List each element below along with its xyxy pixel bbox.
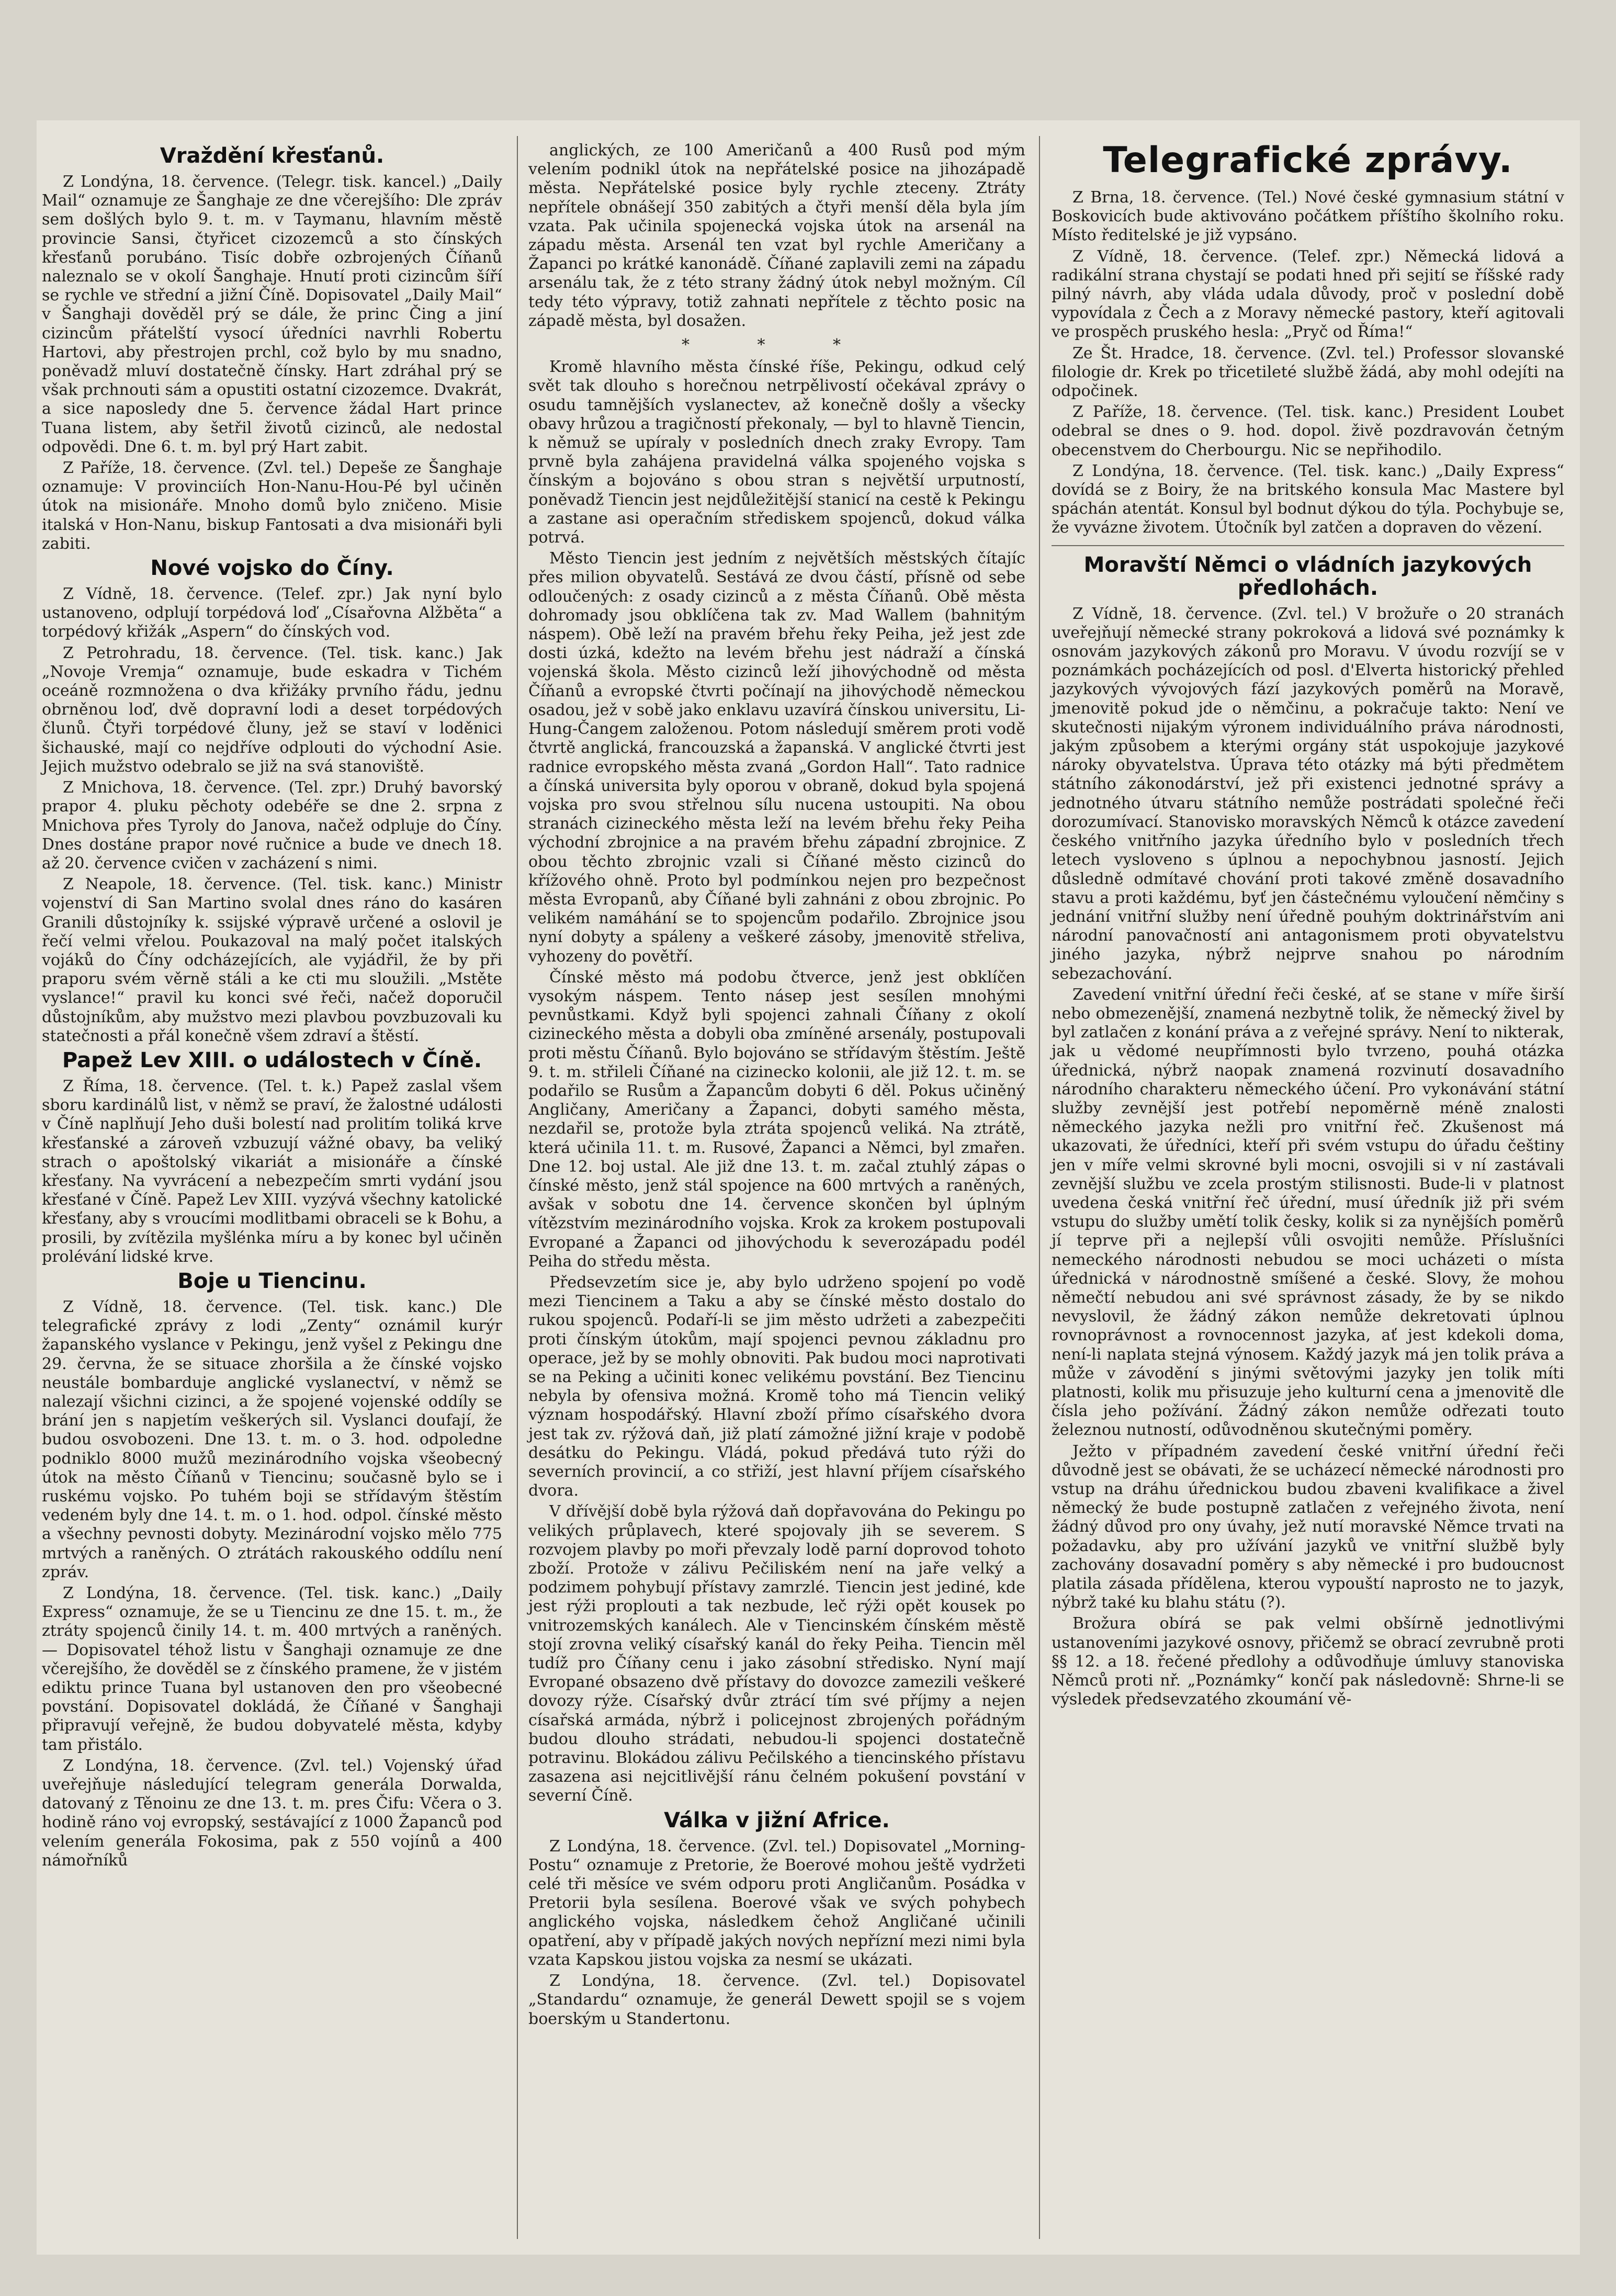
article-paragraph: Kromě hlavního města čínské říše, Pekingu, odkud celý svět tak dlouho s horečnou netrpělivostí očekával zprávy o osudu tamnějších vyslanectev, až konečně došly a všecky obavy hrůzou a tragičností překonaly, — byl to hlavně Tiencin, k němuž se upíraly v posledních dnech zraky Evropy. Tam prvně byla zahájena pravidelná válka spojeného vojska s čínským a bojováno s obou stran s největší urputností, poněvadž Tiencin jest nejdůležitější stanicí na cestě k Pekingu a zastane asi operačním střediskem spojenců, dokud válka potrvá. xyxy=(528,358,1025,547)
section-title: Telegrafické zprávy. xyxy=(1103,140,1513,181)
article-heading: Boje u Tiencinu. xyxy=(177,1269,367,1293)
column-1 xyxy=(42,141,502,1872)
article-paragraph: Z Londýna, 18. července. (Zvl. tel.) Dopisovatel „Standardu“ oznamuje, že generál Dewett spojil se s vojem boerským u Standertonu. xyxy=(528,1972,1025,2028)
article-paragraph: Z Vídně, 18. července. (Zvl. tel.) V brožuře o 20 stranách uveřejňují německé strany pokroková a lidová své poznámky k osnovám jazykových zákonů pro Moravu. V úvodu rozvíjí se v poznámkách pocházejících od posl. d'Elverta historický přehled jazykových vývojových fází jazykových poměrů na Moravě, jmenovitě pokud jde o němčinu, a pokračuje takto: Není ve skutečnosti nijakým výronem individuálního práva národnosti, jakým způsobem a kterými orgány stát uspokojuje jazykové nároky obyvatelstva. Úprava této otázky má býti předmětem státního zákonodárství, jež při existenci jednotné správy a jednotného útvaru státního nemůže postrádati společné řeči dorozumívací. Stanovisko moravských Němců k otázce zavedení českého vnitřního jazyka úředního bylo v posledních třech letech vysloveno s úplnou a nepochybnou jasností. Jejich důsledně odmítavé chování proti takové změně dosavadního stavu a proti každému, byť jen částečnému vyloučení němčiny s jednání vnitřní služby není úředně pouhým doktrinářstvím ani národní panovačností ani antagonismem proti obyvatelstvu jiného jazyka, nýbrž nejprve snahou po národním sebezachování. xyxy=(1052,604,1564,983)
article-paragraph: Z Mnichova, 18. července. (Tel. zpr.) Druhý bavorský prapor 4. pluku pěchoty odebéře se dne 2. srpna z Mnichova přes Tyroly do Janova, načež odpluje do Číny. Dnes dostáne prapor nové ručnice a bude ve dnech 18. až 20. července cvičen v zacházení s nimi. xyxy=(42,778,502,873)
article-paragraph: Ježto v případném zavedení české vnitřní úřední řeči důvodně jest se obávati, že se ucházecí německé národnosti pro vstup na dráhu úřednickou budou zbaveni kvalifikace a živel německý že bude postupně zatlačen z veřejného života, není žádný důvod pro ony úvahy, jež nutí moravské Němce trvati na požadavku, aby pro užívání jazyků ve vnitřní službě byly zachovány dosavadní poměry s aby německé i pro budoucnost platila zásada přídělena, kterou vypouští naprosto ne to jazyk, nýbrž také ku blahu státu (?). xyxy=(1052,1442,1564,1612)
article-heading: Papež Lev XIII. o událostech v Číně. xyxy=(62,1048,482,1072)
article-paragraph: Zavedení vnitřní úřední řeči české, ať se stane v míře širší nebo obmezenější, znamená nezbytně tolik, že německý živel by byl zatlačen z konání práva a z veřejné správy. Není to nikterak, jak u vědomé neupřímnosti bylo tvrzeno, pouhá otázka úřednická, nýbrž naopak znamená rozvinutí dosavadního národního charakteru německého účení. Pro vykonávání státní služby zevnější jest potřebí nepoměrně méně znalosti německého jazyka nežli pro vnitřní řeč. Zkušenost má ukazovati, že úředníci, kteří při svém vstupu do úřadu češtiny jen v míře velmi skrovné byli mocni, osvojili si v ní zastávali zevnější službu ve zcela prostým stilisnosti. Bude-li v platnost uvedena česká vnitřní řeč úřední, musí úředník již při svém vstupu do služby umětí tolik česky, kolik si za nynějších poměrů jí teprve při a nejlepší vůli osvojiti nemůže. Příslušníci nemeckého národnosti nebudou se moci ucházeti o místa úřednická v národnostně smíšené a české. Slovy, že mohou němečtí nebudou ani své správnost zásady, že by se nikdo nevyslovil, že žádný zákon nemůže dekretovati úplnou rovnoprávnost a rovnocennost jazyka, ať jest kdekoli doma, není-li naplata stejná výnosem. Každý jazyk má jen tolik práva a může v závodění s jinými světovými jazyky jen tolik míti platnosti, kolik mu přisuzuje jeho kulturní cena a jmenovitě dle čísla jeho požívání. Žádný zákon nemůže odřezati touto železnou nutností, odůvodněnou skutečnými poměry. xyxy=(1052,985,1564,1440)
column-rule xyxy=(1039,136,1040,2239)
article-paragraph: Z Petrohradu, 18. července. (Tel. tisk. kanc.) Jak „Novoje Vremja“ oznamuje, bude eskadra v Tichém oceáně rozmnožena o dva křižáky prvního řádu, jednu obrněnou loď, dvě dopravní lodi a deset torpédových člunů. Čtyři torpédové čluny, jež se staví v loděnici šichauské, mají co nejdříve odplouti do východní Asie. Jejich mužstvo odebralo se již na svá stanoviště. xyxy=(42,643,502,776)
section-divider xyxy=(1052,545,1564,546)
article-paragraph: Brožura obírá se pak velmi obšírně jednotlivými ustanoveními jazykové osnovy, přičemž se obrací zevrubně proti §§ 12. a 18. řečené předlohy a odůvodňuje úmluvy stanoviska Němců proti nř. „Poznámky“ končí pak následovně: Shrne-li se výsledek předsevzatého zkoumání vě- xyxy=(1052,1614,1564,1709)
article-paragraph: Z Vídně, 18. července. (Telef. zpr.) Jak nyní bylo ustanoveno, odplují torpédová loď „Císařovna Alžběta“ a torpédový křižák „Aspern“ do čínských vod. xyxy=(42,585,502,641)
column-rule xyxy=(517,136,518,2239)
article-paragraph: Z Vídně, 18. července. (Tel. tisk. kanc.) Dle telegrafické zprávy z lodi „Zenty“ oznámil kurýr žapanského vyslance v Pekingu, jenž vyšel z Pekingu dne 29. června, že se situace zhoršila a že čínské vojsko neustále bombarduje anglické vyslanectví, v němž se nalezají všichni cizinci, a že spojené vojenské oddíly se brání jen s napjetím veškerých sil. Vyslanci doufají, že budou osvobozeni. Dne 13. t. m. o 3. hod. odpoledne podniklo 8000 mužů mezinárodního vojska všeobecný útok na město Číňanů v Tiencinu; současně bylo se i ruskému vojsko. Po tuhém boji se střídavým štěstím vedeném byly dne 14. t. m. o 1. hod. odpol. čínské město a všechny pevnosti dobyty. Mezinárodní vojsko mělo 775 mrtvých a raněných. O ztrátách rakouského oddílu není zpráv. xyxy=(42,1297,502,1581)
article-paragraph: V dřívější době byla rýžová daň dopřavována do Pekingu po velikých průplavech, které spojovaly jih se severem. S rozvojem plavby po moři převzaly lodě parní doprovod tohoto zboží. Protože v zálivu Pečiliském není na jaře velký a podzimem pohybují přístavy zamrzlé. Tiencin jest jediné, kde jest rýži proplouti a tak nezbude, leč rýži opět kousek po vnitrozemských kanálech. Ale v Tiencinském čínském městě stojí zrovna veliký císařský kanál do řeky Peiha. Tiencin měl tudíž pro Číňany cenu i jako zásobní středisko. Nyní mají Evropané obsazeno dvě přístavy do dovozce zamezili veškeré dovozy rýže. Císařský dvůr ztrácí tím své příjmy a nejen císařská armáda, nýbrž i policejnost zbrojených pořádným budou dlouho strádati, nebudou-li spojenci dostatečně potravinu. Blokádou zálivu Pečilského a tiencinského přístavu zasazena asi nejcitlivější ránu čelném pokušení povstání v severní Číně. xyxy=(528,1502,1025,1805)
column-3 xyxy=(1052,141,1564,1711)
article-paragraph: Ze Št. Hradce, 18. července. (Zvl. tel.) Professor slovanské filologie dr. Krek po třicetileté službě žádá, aby mohl odejíti na odpočinek. xyxy=(1052,344,1564,401)
separator-stars: * * * xyxy=(681,336,873,355)
article-heading: Válka v jižní Africe. xyxy=(664,1808,890,1833)
article-paragraph: Z Neapole, 18. července. (Tel. tisk. kanc.) Ministr vojenství di San Martino svolal dnes ráno do kasáren Granili důstojníky k. ssijské výpravě určené a oslovil je řečí velmi vřelou. Poukazoval na malý počet italských vojáků do Číny odcházejících, ale vyjádřil, že by při praporu svém věrně stáli a ke cti mu sloužili. „Mstěte vyslance!“ pravil ku konci své řeči, načež doporučil důstojníkům, aby mužstvo mezi plavbou povzbuzovali ku statečnosti a přál konečně všem zdraví a štěstí. xyxy=(42,875,502,1045)
article-paragraph: Z Londýna, 18. července. (Tel. tisk. kanc.) „Daily Express“ dovídá se z Boiry, že na britského konsula Mac Mastere byl spáchán atentát. Konsul byl bodnut dýkou do týla. Pochybuje se, že vyvázne životem. Útočník byl zatčen a dopraven do vězení. xyxy=(1052,461,1564,537)
article-paragraph: Předsevzetím sice je, aby bylo udrženo spojení po vodě mezi Tiencinem a Taku a aby se čínské město dostalo do rukou spojenců. Podaří-li se jim město udržeti a zabezpečiti proti čínským útokům, mají spojenci pevnou základnu pro operace, jež by se mohly obnoviti. Pak budou moci naprotivati se na Peking a učiniti konec velikému povstání. Bez Tiencinu nebyla by ofensiva možná. Kromě toho má Tiencin veliký význam hospodářský. Hlavní zboží přímo císařského dvora jest tak zv. rýžová daň, již platí zámožné jižní kraje v podobě desátku do Pekingu. Vládá, pokud předává tuto rýži do severních provincií, a co střiží, jest hlavní příjem císařského dvora. xyxy=(528,1273,1025,1500)
article-paragraph: Z Londýna, 18. července. (Tel. tisk. kanc.) „Daily Express“ oznamuje, že se u Tiencinu ze dne 15. t. m., že ztráty spojenců činily 14. t. m. 400 mrtvých a raněných. — Dopisovatel téhož listu v Šanghaji oznamuje ze dne včerejšího, že dověděl se z čínského pramene, že v jistém ediktu prince Tuana byl ustanoven den pro všeobecné povstání. Dopisovatel dokládá, že Číňané v Šanghaji připravují veřejně, že budou dobyvatelé města, kdyby tam přistálo. xyxy=(42,1584,502,1754)
article-paragraph: Z Londýna, 18. července. (Telegr. tisk. kancel.) „Daily Mail“ oznamuje ze Šanghaje ze dne včerejšího: Dle zpráv sem došlých bylo 9. t. m. v Taymanu, hlavním městě provincie Sansi, čtyřicet cizozemců a sto čínských křesťanů porubáno. Tisíc dobře ozbrojených Číňanů naleznalo se v okolí Šanghaje. Hnutí proti cizincům šíří se rychle ve střední a jižní Číně. Dopisovatel „Daily Mail“ v Šanghaji dověděl prý se dále, že princ Čing a jiní cizincům přátelští vysocí úředníci navrhli Robertu Hartovi, aby přestrojen prchl, což bylo by mu snadno, poněvadž mluví dostatečně čínsky. Hart zdráhal prý se však prchnouti sám a opustiti ostatní cizozemce. Dvakrát, a sice naposledy dne 5. července žádal Hart prince Tuana listem, aby šetřil životů cizinců, ale nedostal odpovědi. Dne 6. t. m. byl prý Hart zabit. xyxy=(42,173,502,456)
article-paragraph: Z Londýna, 18. července. (Zvl. tel.) Dopisovatel „Morning-Postu“ oznamuje z Pretorie, že Boerové mohou ještě vydržeti celé tři měsíce ve svém odporu proti Angličanům. Posádka v Pretorii byla sesílena. Boerové však ve svých pohybech anglického vojska, následkem čehož Angličané učinili opatření, aby v případě jakých nových nepřízní mezi nimi byla vzata Kapskou jistou vojska za nesmí se ukázati. xyxy=(528,1837,1025,1969)
article-paragraph: Z Brna, 18. července. (Tel.) Nové české gymnasium státní v Boskovicích bude aktivováno počátkem příštího školního roku. Místo ředitelské je již vypsáno. xyxy=(1052,188,1564,245)
article-heading: Moravští Němci o vládních jazykových předlohách. xyxy=(1083,552,1532,600)
article-paragraph: Z Vídně, 18. července. (Telef. zpr.) Německá lidová a radikální strana chystají se podati hned při sejití se říšské rady pilný návrh, aby vláda udala důvody, proč v poslední době vypovídala z Čech a z Moravy německé pastory, kteří agitovali ve prospěch pruského hesla: „Pryč od Říma!“ xyxy=(1052,247,1564,342)
article-paragraph: Město Tiencin jest jedním z největších městských čítajíc přes milion obyvatelů. Sestává ze dvou částí, přísně od sebe odloučených: z osady cizinců a z města Číňanů. Obě města dohromady jsou obklíčena tak zv. Mad Wallem (bahnitým náspem). Obě leží na pravém břehu řeky Peiha, jež jest zde dosti úzká, kdežto na levém břehu jest nádraží a čínská vojenská škola. Město cizinců leží jihovýchodně od města Číňanů a evropské čtvrti počínají na jihovýchodě německou osadou, jež v sobě jako enklavu uzavírá čínskou universitu, Li-Hung-Čangem založenou. Potom následují směrem proti vodě čtvrtě anglická, francouzská a žapanská. V anglické čtvrti jest radnice evropského města zvaná „Gordon Hall“. Tato radnice a čínská universita byly oporou v obraně, dokud byla spojená vojska pro svou střelnou sílu nucena ustoupiti. Na obou stranách cizineckého města leží na levém břehu řeky Peiha východní zbrojnice a na pravém břehu západní zbrojnice. Z obou těchto zbrojnic vzali si Číňané město cizinců do křížového ohně. Proto byl podmínkou nejen pro bezpečnost města Evropanů, aby Číňané byli zahnáni z obou zbrojnic. Po velikém namáhání se to spojencům podařilo. Zbrojnice jsou nyní dobyty a spáleny a veškeré zásoby, jmenovitě střeliva, vyhozeny do povětří. xyxy=(528,549,1025,966)
column-2 xyxy=(528,141,1025,2031)
newspaper-page xyxy=(37,120,1580,2255)
article-paragraph: Z Paříže, 18. července. (Tel. tisk. kanc.) President Loubet odebral se dnes o 9. hod. dopol. živě pozdravován četným obecenstvem do Cherbourgu. Nic se nepřihodilo. xyxy=(1052,403,1564,459)
article-heading: Vraždění křesťanů. xyxy=(160,144,385,168)
article-paragraph: anglických, ze 100 Američanů a 400 Rusů pod mým velením podnikl útok na nepřátelské posice na jihozápadě města. Nepřátelské posice byly rychle zteceny. Ztráty nepřítele obnášejí 350 zabitých a čtyři menší děla byla jím vzata. Pak učinila spojenecká vojska útok na arsenál na západu města. Arsenál ten vzat byl rychle Američany a Žapanci po krátké kanonádě. Číňané zaplavili zemi na západu arsenálu tak, že z této strany žádný útok nebyl možným. Cíl tedy této výpravy, totiž zahnati nepřítele z těchto posic na západě města, byl dosažen. xyxy=(528,141,1025,330)
article-heading: Nové vojsko do Číny. xyxy=(150,556,394,581)
article-paragraph: Z Londýna, 18. července. (Zvl. tel.) Vojenský úřad uveřejňuje následující telegram generála Dorwalda, datovaný z Těnoinu ze dne 13. t. m. pres Čifu: Včera o 3. hodině ráno voj evropský, sestávající z 1000 Žapanců pod velením generála Fokosima, pak z 550 vojínů a 400 námořníků xyxy=(42,1756,502,1870)
article-paragraph: Čínské město má podobu čtverce, jenž jest obklíčen vysokým náspem. Tento násep jest sesílen mnohými pevnůstkami. Když byli spojenci zahnali Číňany z okolí cizineckého města a dobyli oba zmíněné arsenály, postupovali proti městu Číňanů. Bylo bojováno se střídavým štěstím. Ještě 9. t. m. střileli Číňané na cizinecko kolonii, ale již 12. t. m. se podařilo se Rusům a Žapancům dobyti 6 děl. Pokus učiněný Angličany, Američany a Žapanci, dobyti samého města, nezdařil se, protože byla ztráta spojenců veliká. Na ztrátě, která učinila 11. t. m. Rusové, Žapanci a Němci, byl zmařen. Dne 12. boj ustal. Ale již dne 13. t. m. začal ztuhlý zápas o čínské město, jenž stál spojence na 600 mrtvých a raněných, avšak v sobotu dne 14. července skončen byl úplným vítězstvím mezinárodního vojska. Krok za krokem postupovali Evropané a Žapanci od jihovýchodu k severozápadu podél Peiha do středu města. xyxy=(528,968,1025,1271)
article-paragraph: Z Paříže, 18. července. (Zvl. tel.) Depeše ze Šanghaje oznamuje: V provinciích Hon-Nanu-Hou-Pé byl učiněn útok na misionáře. Mnoho domů bylo zničeno. Misie italská v Hon-Nanu, biskup Fantosati a dva misionáři byli zabiti. xyxy=(42,459,502,553)
article-paragraph: Z Říma, 18. července. (Tel. t. k.) Papež zaslal všem sboru kardinálů list, v němž se praví, že žalostné události v Číně naplňují Jeho duši bolestí nad prolitím toliká krve křesťanské a zároveň vzbuzují vážné obavy, ba veliký strach o apoštolský vikariát a misionáře a čínské křesťany. Na vyvrácení a nebezpečím smrti vydání jsou křesťané v Číně. Papež Lev XIII. vyzývá všechny katolické křesťany, aby s vroucími modlitbami obraceli se k Bohu, a prosili, by zvítězila myšlénka míru a by konec byl učiněn prolévání lidské krve. xyxy=(42,1077,502,1266)
